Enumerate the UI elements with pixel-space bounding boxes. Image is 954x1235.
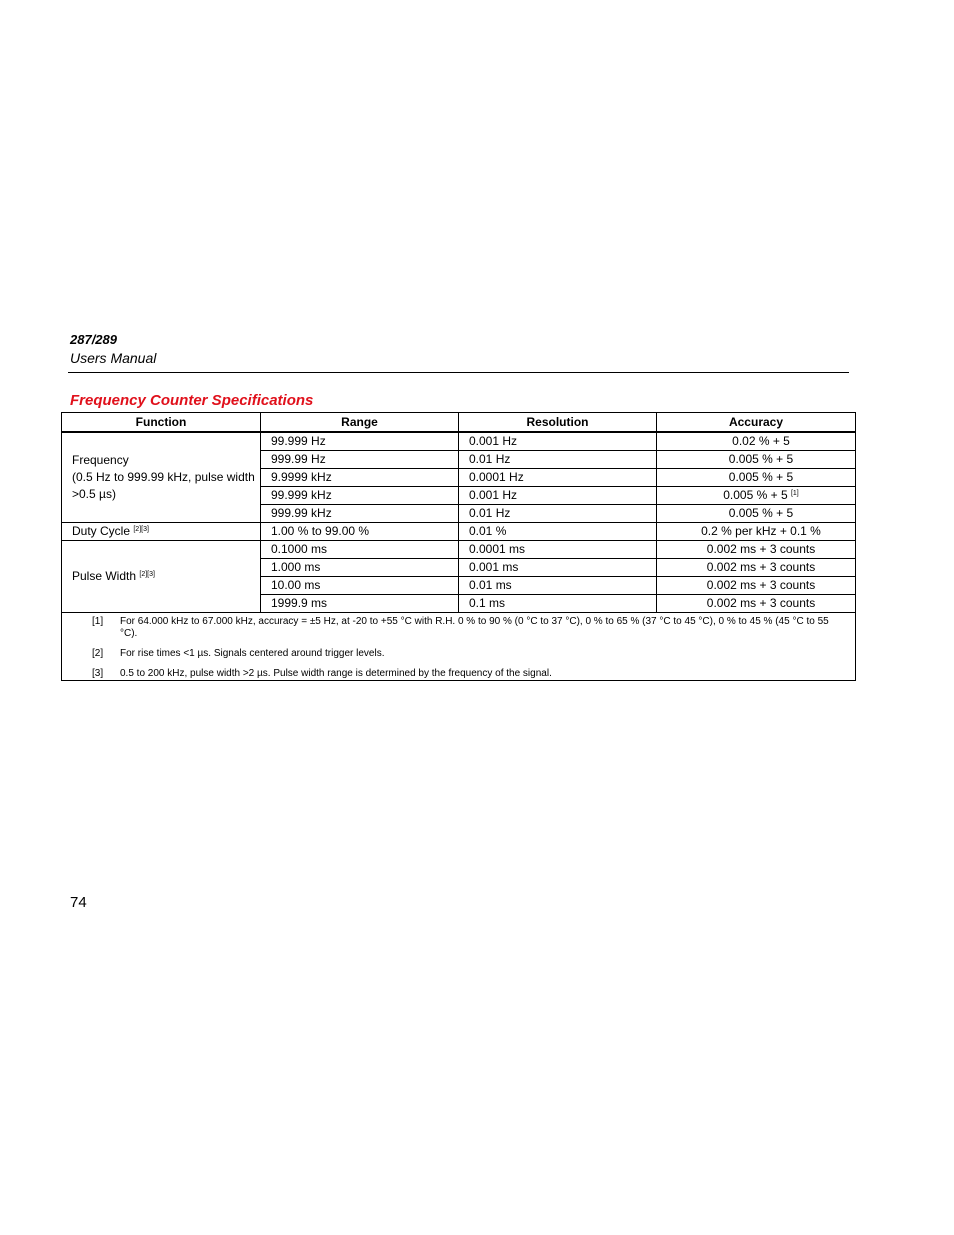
function-name: Pulse Width xyxy=(72,569,137,583)
resolution-cell: 0.01 Hz xyxy=(459,505,657,523)
resolution-cell: 0.01 % xyxy=(459,523,657,541)
function-name: Frequency xyxy=(72,453,129,467)
range-cell: 999.99 Hz xyxy=(261,451,459,469)
footnote-number: [3] xyxy=(92,668,104,679)
table-notes xyxy=(62,613,856,681)
accuracy-cell xyxy=(657,469,856,487)
table-row xyxy=(62,541,856,559)
accuracy-value: 0.002 ms + 3 counts xyxy=(706,542,816,556)
range-cell: 99.999 Hz xyxy=(261,432,459,451)
table-row xyxy=(62,432,856,451)
function-cell xyxy=(62,432,261,523)
resolution-cell: 0.01 ms xyxy=(459,577,657,595)
resolution-cell: 0.1 ms xyxy=(459,595,657,613)
footnote-number: [2] xyxy=(92,648,104,659)
resolution-cell: 0.001 Hz xyxy=(459,487,657,505)
accuracy-value: 0.02 % + 5 xyxy=(732,434,790,448)
accuracy-cell xyxy=(657,559,856,577)
table-header-row xyxy=(62,413,856,433)
column-header: Accuracy xyxy=(657,413,856,433)
footnote-ref: [1] xyxy=(790,490,799,497)
accuracy-cell xyxy=(657,505,856,523)
function-name: Duty Cycle xyxy=(72,524,131,538)
range-cell: 1.000 ms xyxy=(261,559,459,577)
accuracy-value: 0.005 % + 5 xyxy=(728,506,794,520)
accuracy-cell xyxy=(657,577,856,595)
function-cell xyxy=(62,541,261,613)
accuracy-value: 0.002 ms + 3 counts xyxy=(706,578,816,592)
resolution-cell: 0.0001 ms xyxy=(459,541,657,559)
table-body xyxy=(62,432,856,613)
resolution-cell: 0.01 Hz xyxy=(459,451,657,469)
footnote-text: For rise times <1 µs. Signals centered around trigger levels. xyxy=(120,648,385,659)
notes-row xyxy=(62,613,856,681)
accuracy-value: 0.005 % + 5 xyxy=(723,488,788,502)
footnote xyxy=(72,648,855,660)
footnote-ref: [2][3] xyxy=(133,526,149,533)
accuracy-value: 0.005 % + 5 xyxy=(728,452,794,466)
range-cell: 99.999 kHz xyxy=(261,487,459,505)
resolution-cell: 0.0001 Hz xyxy=(459,469,657,487)
section-title: Frequency Counter Specifications xyxy=(70,392,314,409)
range-cell: 9.9999 kHz xyxy=(261,469,459,487)
resolution-cell: 0.001 Hz xyxy=(459,432,657,451)
resolution-cell: 0.001 ms xyxy=(459,559,657,577)
footnote-text: 0.5 to 200 kHz, pulse width >2 µs. Pulse width range is determined by the frequency of the signal. xyxy=(120,668,552,679)
accuracy-cell xyxy=(657,432,856,451)
function-cell xyxy=(62,523,261,541)
accuracy-value: 0.002 ms + 3 counts xyxy=(706,596,816,610)
range-cell: 999.99 kHz xyxy=(261,505,459,523)
column-header: Resolution xyxy=(459,413,657,433)
header-divider xyxy=(68,372,849,373)
manual-title: Users Manual xyxy=(70,350,157,366)
footnote-number: [1] xyxy=(92,616,104,627)
accuracy-value: 0.005 % + 5 xyxy=(728,470,794,484)
model-number: 287/289 xyxy=(70,332,117,347)
range-cell: 1999.9 ms xyxy=(261,595,459,613)
range-cell: 10.00 ms xyxy=(261,577,459,595)
column-header: Range xyxy=(261,413,459,433)
accuracy-cell xyxy=(657,541,856,559)
frequency-spec-table xyxy=(61,412,856,681)
footnote xyxy=(72,616,855,640)
accuracy-cell xyxy=(657,487,856,505)
range-cell: 0.1000 ms xyxy=(261,541,459,559)
footnote-text: For 64.000 kHz to 67.000 kHz, accuracy = ±5 Hz, at -20 to +55 °C with R.H. 0 % to 90 % (0 °C to 37 °C), 0 % to 65 % (37 °C to 45 °C), 0 % to 45 % (45 °C to 55 °C). xyxy=(120,616,829,639)
accuracy-value: 0.2 % per kHz + 0.1 % xyxy=(701,524,821,538)
range-cell: 1.00 % to 99.00 % xyxy=(261,523,459,541)
footnote-ref: [2][3] xyxy=(139,571,155,578)
accuracy-cell xyxy=(657,451,856,469)
table-row xyxy=(62,523,856,541)
accuracy-cell xyxy=(657,523,856,541)
page-number: 74 xyxy=(70,894,87,911)
page-header xyxy=(70,331,156,367)
accuracy-cell xyxy=(657,595,856,613)
function-detail: (0.5 Hz to 999.99 kHz, pulse width >0.5 µs) xyxy=(72,470,255,501)
accuracy-value: 0.002 ms + 3 counts xyxy=(706,560,816,574)
footnote xyxy=(72,668,855,680)
column-header: Function xyxy=(62,413,261,433)
